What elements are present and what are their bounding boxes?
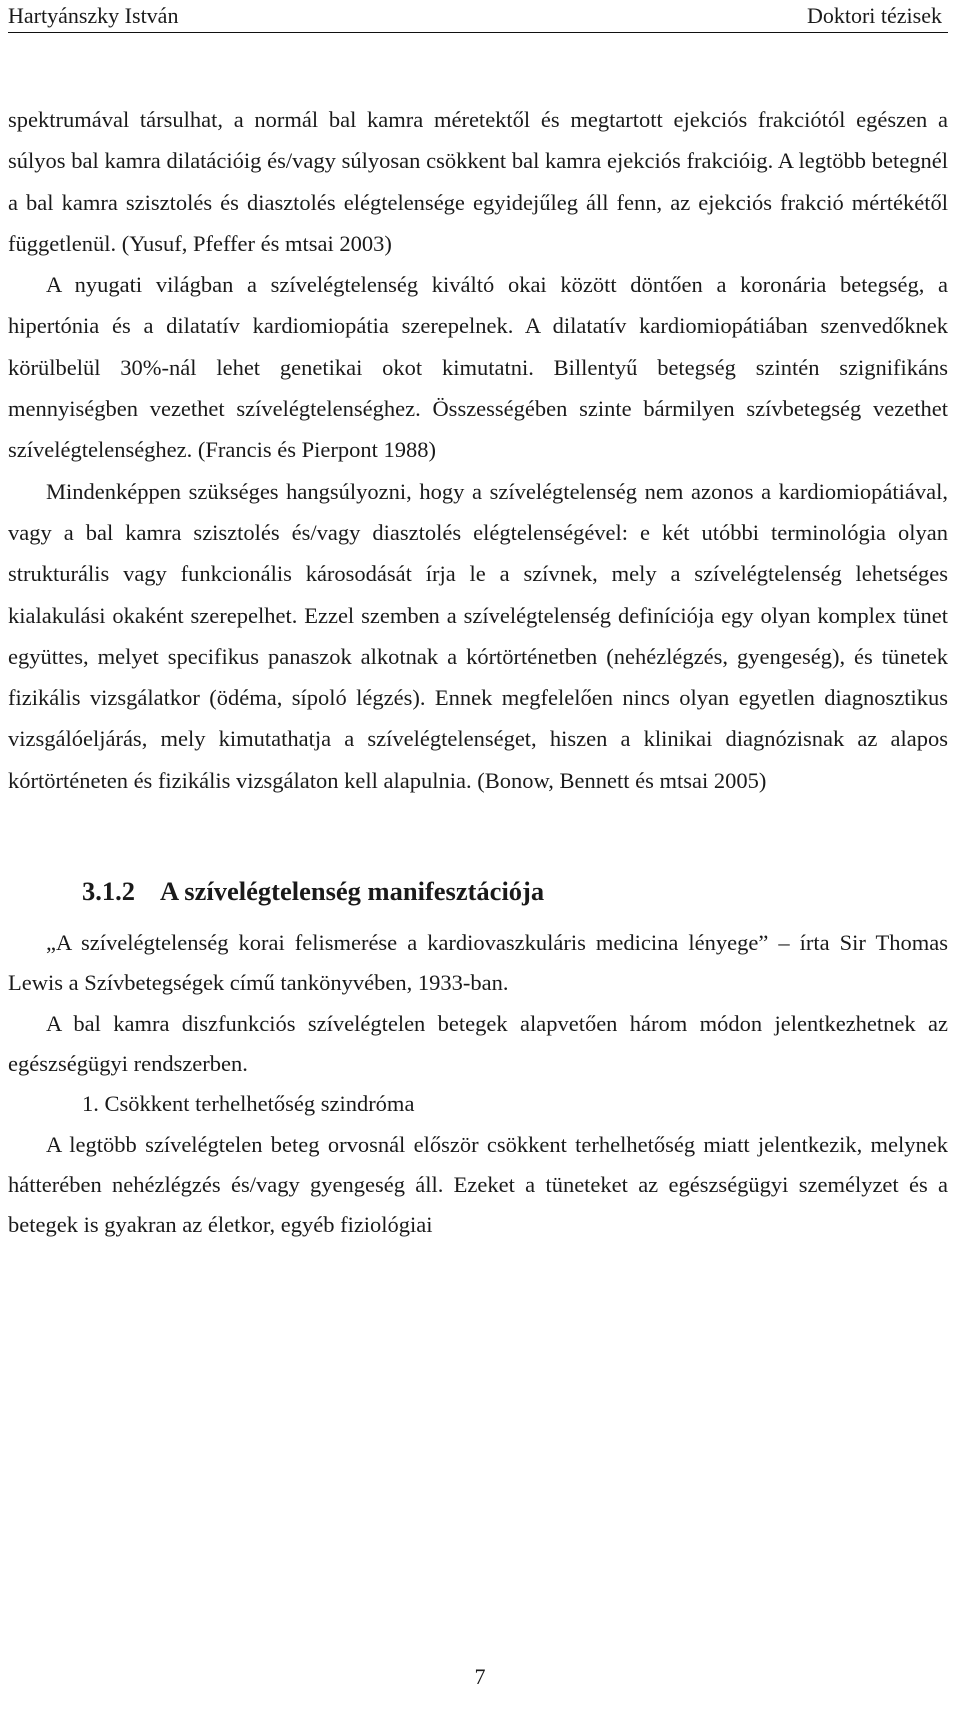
quote-paragraph: „A szívelégtelenség korai felismerése a kardiovaszkuláris medicina lényege” – írta Sir Thomas Lewis a Szívbetegségek című tankönyvében, 1933-ban. <box>8 930 948 996</box>
page-number: 7 <box>474 1664 486 1689</box>
paragraph: A legtöbb szívelégtelen beteg orvosnál először csökkent terhelhetőség miatt jelentkezik, melynek hátterében nehézlégzés és/vagy gyengeség áll. Ezeket a tüneteket az egészségügyi személyzet és a betegek is gyakran az életkor, egyéb fiziológiai <box>8 1131 948 1238</box>
section-spacer <box>8 801 948 871</box>
paragraph: A nyugati világban a szívelégtelenség kiváltó okai között döntően a koronária betegség, a hipertónia és a dilatatív kardiomiopátia szerepelnek. A dilatatív kardiomiopátiában szenvedőknek körülbelül 30%-nál lehet genetikai okot kimutatni. Billentyű betegség szintén szignifikáns mennyiségben vezethet szívelégtelenséghez. Összességében szinte bármilyen szívbetegség vezethet szívelégtelenséghez. (Francis és Pierpont 1988) <box>8 272 948 463</box>
header-author: Hartyánszky István <box>8 3 179 28</box>
page-header <box>8 0 948 33</box>
document-body <box>8 99 948 1245</box>
list-item: 1. Csökkent terhelhetőség szindróma <box>82 1091 415 1117</box>
section-title: A szívelégtelenség manifesztációja <box>160 876 545 907</box>
header-doc-type: Doktori tézisek <box>806 3 942 28</box>
paragraph: A bal kamra diszfunkciós szívelégtelen betegek alapvetően három módon jelentkezhetnek az egészségügyi rendszerben. <box>8 1010 948 1076</box>
section-body <box>8 923 948 1245</box>
paragraph: Mindenképpen szükséges hangsúlyozni, hogy a szívelégtelenség nem azonos a kardiomiopátiával, vagy a bal kamra szisztolés és/vagy diasztolés elégtelenségével: e két utóbbi terminológia olyan strukturális vagy funkcionális károsodását írja le a szívnek, mely a szívelégtelenség lehetséges kialakulási okaként szerepelhet. Ezzel szemben a szívelégtelenség definíciója egy olyan komplex tünet együttes, melyet specifikus panaszok alkotnak a kórtörténetben (nehézlégzés, gyengeség), és tünetek fizikális vizsgálatkor (ödéma, sípoló légzés). Ennek megfelelően nincs olyan egyetlen diagnosztikus vizsgálóeljárás, mely kimutathatja a szívelégtelenséget, hiszen a klinikai diagnózisnak az alapos kórtörténeten és fizikális vizsgálaton kell alapulnia. (Bonow, Bennett és mtsai 2005) <box>8 478 948 793</box>
section-number: 3.1.2 <box>82 876 135 907</box>
section-heading <box>82 871 948 911</box>
paragraph: spektrumával társulhat, a normál bal kamra méretektől és megtartott ejekciós frakciótól egészen a súlyos bal kamra dilatációig és/vagy súlyosan csökkent bal kamra ejekciós frakcióig. A legtöbb betegnél a bal kamra szisztolés és diasztolés elégtelensége egyidejűleg áll fenn, az ejekciós frakció mértékétől függetlenül. (Yusuf, Pfeffer és mtsai 2003) <box>8 107 948 256</box>
